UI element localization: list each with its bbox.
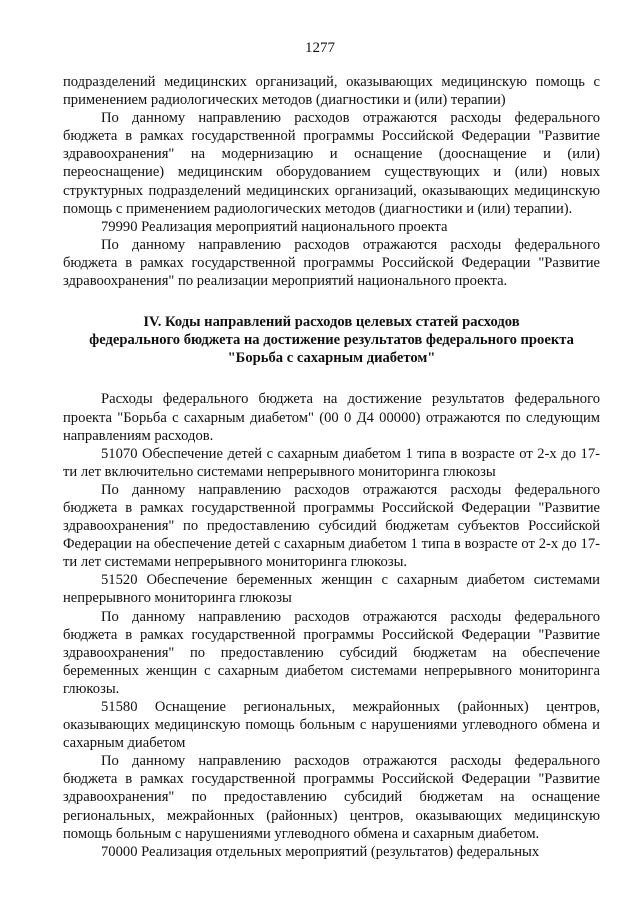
paragraph: 70000 Реализация отдельных мероприятий (результатов) федеральных	[101, 843, 540, 860]
paragraph: По данному направлению расходов отражаются расходы федерального бюджета в рамках государственной программы Российской Федерации "Развитие здравоохранения" на модернизацию и оснащение (дооснащение и (или) переоснащение) медицинским оборудованием существующих и (или) новых структурных подразделений медицинских организаций, оказывающих медицинскую помощь с применением радиологических методов (диагностики и (или) терапии).	[63, 110, 600, 217]
paragraphs-before-heading	[63, 73, 600, 290]
paragraph: 51580 Оснащение региональных, межрайонных (районных) центров, оказывающих медицинскую помощь больным с нарушениями углеводного обмена и сахарным диабетом	[63, 699, 600, 752]
paragraph: По данному направлению расходов отражаются расходы федерального бюджета в рамках государственной программы Российской Федерации "Развитие здравоохранения" по предоставлению субсидий бюджетам субъектов Российской Федерации на обеспечение детей с сахарным диабетом 1 типа в возрасте от 2-х до 17-ти лет системами непрерывного мониторинга глюкозы.	[63, 481, 600, 571]
page-number: 1277	[305, 40, 335, 56]
paragraph: 51520 Обеспечение беременных женщин с сахарным диабетом системами непрерывного мониторинга глюкозы	[63, 572, 600, 607]
paragraph: По данному направлению расходов отражаются расходы федерального бюджета в рамках государственной программы Российской Федерации "Развитие здравоохранения" по предоставлению субсидий бюджетам на обеспечение беременных женщин с сахарным диабетом системами непрерывного мониторинга глюкозы.	[63, 608, 600, 697]
document-body	[63, 73, 600, 861]
paragraph: подразделений медицинских организаций, оказывающих медицинскую помощь с применением радиологических методов (диагностики и (или) терапии)	[63, 74, 600, 109]
section-heading-line-2: федерального бюджета на достижение результатов федерального проекта	[89, 332, 574, 349]
paragraph: 51070 Обеспечение детей с сахарным диабетом 1 типа в возрасте от 2-х до 17-ти лет включительно системами непрерывного мониторинга глюкозы	[63, 445, 600, 480]
section-heading	[63, 313, 600, 367]
section-heading-line-1: IV. Коды направлений расходов целевых статей расходов	[143, 314, 520, 331]
paragraph: По данному направлению расходов отражаются расходы федерального бюджета в рамках государственной программы Российской Федерации "Развитие здравоохранения" по реализации мероприятий национального проекта.	[63, 236, 600, 290]
section-heading-line-3: "Борьба с сахарным диабетом"	[227, 350, 436, 367]
paragraph: 79990 Реализация мероприятий национального проекта	[101, 218, 448, 235]
paragraph: По данному направлению расходов отражаются расходы федерального бюджета в рамках государственной программы Российской Федерации "Развитие здравоохранения" по предоставлению субсидий бюджетам на оснащение региональных, межрайонных (районных) центров, оказывающих медицинскую помощь больным с нарушениями углеводного обмена и сахарным диабетом.	[63, 753, 600, 842]
paragraph: Расходы федерального бюджета на достижение результатов федерального проекта "Борьба с сахарным диабетом" (00 0 Д4 00000) отражаются по следующим направлениям расходов.	[63, 391, 600, 444]
paragraphs-after-heading	[63, 390, 600, 860]
